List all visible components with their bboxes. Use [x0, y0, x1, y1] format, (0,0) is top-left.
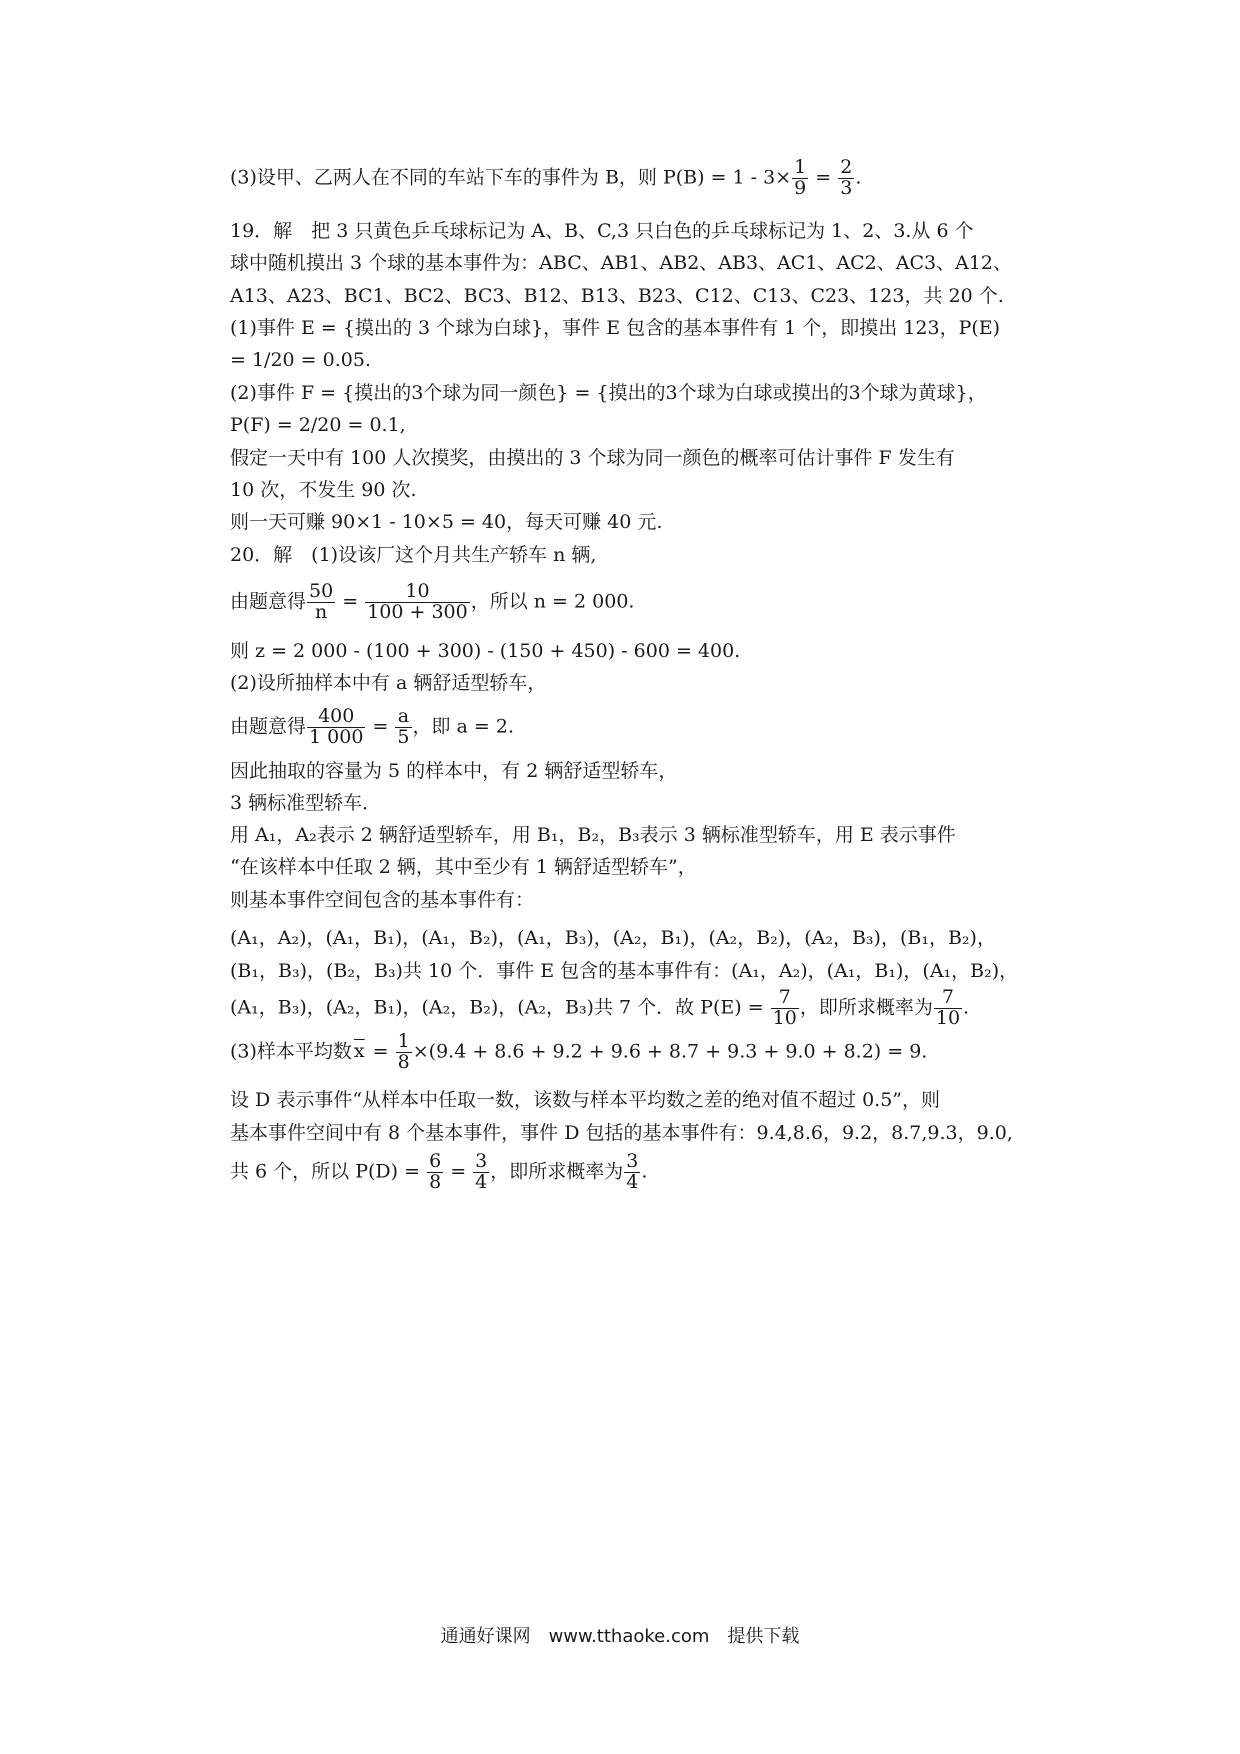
fraction — [427, 1152, 443, 1193]
line-text: = — [366, 715, 395, 738]
text-line — [230, 1152, 647, 1193]
text-line: (1)事件 E = {摸出的 3 个球为白球}，事件 E 包含的基本事件有 1 个，即摸出 123，P(E) — [230, 317, 1001, 339]
text-line: (B₁，B₃)，(B₂，B₃)共 10 个．事件 E 包含的基本事件有：(A₁，A₂)，(A₁，B₁)，(A₁，B₂)， — [230, 960, 1019, 982]
denominator: 4 — [626, 1170, 639, 1193]
line-text: = — [444, 1160, 473, 1183]
numerator: 6 — [429, 1150, 442, 1172]
text-line — [230, 988, 969, 1029]
text-line: 20．解 (1)设该厂这个月共生产轿车 n 辆, — [230, 544, 597, 566]
fraction — [396, 1032, 412, 1073]
fraction — [473, 1152, 489, 1193]
text-line: 基本事件空间中有 8 个基本事件，事件 D 包括的基本事件有：9.4,8.6，9.2，8.7,9.3，9.0, — [230, 1122, 1013, 1144]
numerator: 7 — [771, 988, 799, 1009]
denominator: 10 — [772, 1006, 797, 1029]
text-line: 用 A₁，A₂表示 2 辆舒适型轿车，用 B₁，B₂，B₃表示 3 辆标准型轿车，用 E 表示事件 — [230, 824, 956, 846]
line-text: = — [809, 166, 838, 189]
text-line — [230, 158, 861, 199]
text-line: 19．解 把 3 只黄色乒乓球标记为 A、B、C,3 只白色的乒乓球标记为 1、2、3.从 6 个 — [230, 220, 974, 242]
fraction — [934, 988, 962, 1029]
line-text: = — [336, 590, 365, 613]
text-line: (A₁，A₂)，(A₁，B₁)，(A₁，B₂)，(A₁，B₃)，(A₂，B₁)，(A₂，B₂)，(A₂，B₃)，(B₁，B₂)， — [230, 927, 996, 949]
denominator: 8 — [397, 1050, 410, 1073]
line-text: 共 6 个，所以 P(D) = — [230, 1160, 427, 1183]
text-line: 10 次，不发生 90 次. — [230, 479, 417, 501]
fraction — [838, 158, 854, 199]
numerator: 10 — [365, 582, 470, 603]
text-line — [230, 582, 634, 623]
text-line — [230, 1032, 927, 1073]
text-line: 则基本事件空间包含的基本事件有： — [230, 889, 535, 911]
text-line: 3 辆标准型轿车． — [230, 792, 382, 814]
text-line: P(F) = 2/20 = 0.1, — [230, 414, 406, 436]
line-text: ，所以 n = 2 000. — [470, 590, 635, 613]
numerator: 3 — [475, 1150, 488, 1172]
numerator: 1 — [397, 1030, 410, 1052]
text-line: 设 D 表示事件“从样本中任取一数，该数与样本平均数之差的绝对值不超过 0.5”，则 — [230, 1089, 940, 1111]
denominator: 5 — [397, 725, 410, 748]
numerator: 2 — [840, 156, 853, 178]
text-line: 则 z = 2 000 - (100 + 300) - (150 + 450) - 600 = 400. — [230, 640, 741, 662]
line-text: (3)设甲、乙两人在不同的车站下车的事件为 B，则 P(B) = 1 - 3× — [230, 166, 792, 189]
numerator: 1 — [794, 156, 807, 178]
text-line: 假定一天中有 100 人次摸奖，由摸出的 3 个球为同一颜色的概率可估计事件 F 发生有 — [230, 447, 955, 469]
text-line: = 1/20 = 0.05. — [230, 349, 371, 371]
mean-symbol: $\overline{x}$ — [353, 1040, 365, 1063]
text-line: (2)设所抽样本中有 a 辆舒适型轿车， — [230, 672, 547, 694]
line-text: . — [641, 1160, 648, 1183]
text-line: 则一天可赚 90×1 - 10×5 = 40，每天可赚 40 元. — [230, 511, 663, 533]
fraction — [307, 707, 365, 748]
line-text: ，即所求概率为 — [490, 1160, 624, 1183]
denominator: 9 — [794, 176, 807, 199]
text-line — [230, 707, 514, 748]
numerator: a — [395, 707, 411, 728]
line-text: ，即所求概率为 — [799, 996, 933, 1019]
denominator: 1 000 — [309, 725, 364, 748]
numerator: 7 — [934, 988, 962, 1009]
line-text: ，即 a = 2. — [412, 715, 515, 738]
page-footer: 通通好课网 www.tthaoke.com 提供下载 — [440, 1626, 800, 1647]
line-text: (A₁，B₃)，(A₂，B₁)，(A₂，B₂)，(A₂，B₃)共 7 个．故 P(E) = — [230, 996, 770, 1019]
line-text: . — [963, 996, 970, 1019]
line-text: ×(9.4 + 8.6 + 9.2 + 9.6 + 8.7 + 9.3 + 9.0 + 8.2) = 9. — [412, 1040, 928, 1063]
numerator: 400 — [307, 707, 365, 728]
numerator: 3 — [626, 1150, 639, 1172]
line-text: . — [855, 166, 862, 189]
numerator: 50 — [309, 580, 334, 602]
denominator: 100 + 300 — [367, 600, 468, 623]
text-line: (2)事件 F = {摸出的3个球为同一颜色} = {摸出的3个球为白球或摸出的3个球为黄球}， — [230, 382, 987, 404]
fraction — [624, 1152, 640, 1193]
fraction — [307, 582, 335, 623]
text-line: 因此抽取的容量为 5 的样本中，有 2 辆舒适型轿车， — [230, 760, 678, 782]
fraction — [771, 988, 799, 1029]
text-line: 球中随机摸出 3 个球的基本事件为：ABC、AB1、AB2、AB3、AC1、AC2、AC3、A12、 — [230, 252, 1012, 274]
text-line: A13、A23、BC1、BC2、BC3、B12、B13、B23、C12、C13、C23、123，共 20 个. — [230, 285, 1004, 307]
denominator: 8 — [429, 1170, 442, 1193]
denominator: n — [314, 600, 328, 623]
line-text: (3)样本平均数 — [230, 1040, 352, 1063]
denominator: 10 — [935, 1006, 961, 1029]
text-line: “在该样本中任取 2 辆，其中至少有 1 辆舒适型轿车”， — [230, 856, 697, 878]
denominator: 4 — [475, 1170, 488, 1193]
line-text: 由题意得 — [230, 590, 307, 613]
line-text: 由题意得 — [230, 715, 307, 738]
denominator: 3 — [840, 176, 853, 199]
line-text: = — [366, 1040, 395, 1063]
fraction — [365, 582, 470, 623]
fraction — [792, 158, 808, 199]
fraction — [395, 707, 411, 748]
